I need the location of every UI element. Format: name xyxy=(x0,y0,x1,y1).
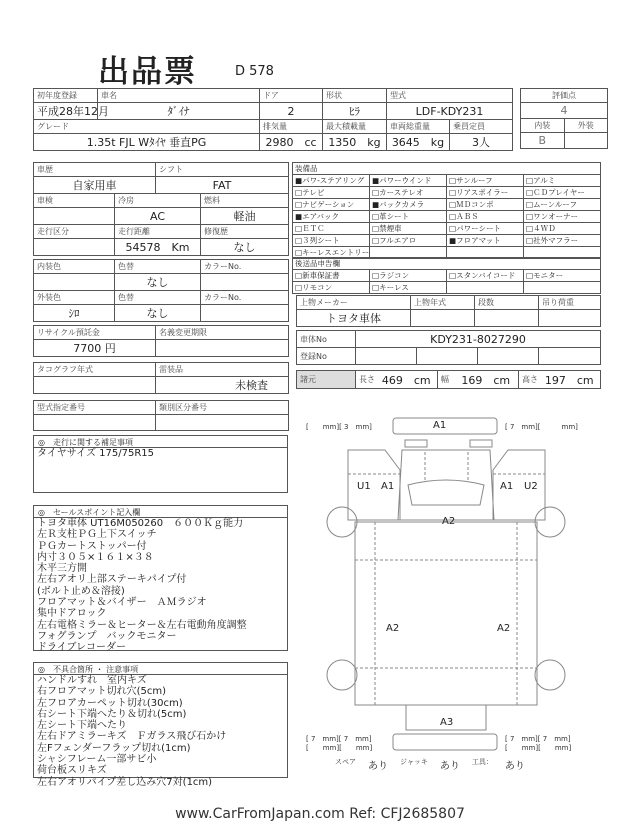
equipment-label: 禁煙車 xyxy=(379,224,402,233)
exterior-color-change: なし xyxy=(115,305,201,322)
label: 車体No xyxy=(297,331,356,348)
tread-rear-left-2: [ mm][ mm] xyxy=(306,744,373,752)
equipment-label: ムーンルーフ xyxy=(533,200,578,209)
accessories-row xyxy=(335,757,525,772)
page-title: 出品票 xyxy=(98,54,197,90)
width: 169 cm xyxy=(454,371,519,389)
height: 197 cm xyxy=(539,371,601,389)
unchecked-box-icon: □ xyxy=(526,212,534,221)
section-header: ◎ 不具合箇所 ・ 注意事項 xyxy=(34,663,287,675)
label: 車歴 xyxy=(34,163,156,177)
damage-mark: U2 xyxy=(524,481,538,492)
label: 雷装品 xyxy=(156,363,289,377)
damage-mark: A1 xyxy=(433,420,447,431)
note-line: (ボルト止め＆溶接) xyxy=(37,585,125,597)
tread-rear-right-2: [ mm][ mm] xyxy=(505,744,572,752)
rating-score: 4 xyxy=(521,103,608,119)
label: 名義変更期限 xyxy=(156,326,289,340)
note-line: ドライブレコーダー xyxy=(37,642,126,654)
damage-mark: A3 xyxy=(440,717,454,728)
label: 高さ xyxy=(519,371,539,389)
equipment-label: キーレスエントリー xyxy=(302,248,370,257)
equipment-label: アルミ xyxy=(533,176,556,185)
label: 車名 xyxy=(98,89,260,103)
label: 吊り荷重 xyxy=(539,296,601,310)
grade: 1.35t FJL Wﾀｲﾔ 垂直PG xyxy=(34,134,260,151)
equipment-label: フロアマット xyxy=(456,236,501,245)
equipment-label: ワンオーナー xyxy=(533,212,579,221)
equipment-label: バックカメラ xyxy=(379,200,425,209)
equipment-label: ＣＤプレイヤー xyxy=(533,188,585,197)
rear-bar xyxy=(393,734,497,750)
label: 走行距離 xyxy=(115,225,201,239)
equipment-label: サンルーフ xyxy=(456,176,493,185)
note-line: 左右ドアミラーキズ Ｆガラス飛び石かけ xyxy=(37,731,227,743)
label: 内装 xyxy=(521,119,565,133)
checked-box-icon: ■ xyxy=(372,200,380,209)
label: スペア xyxy=(335,758,356,766)
label: 冷房 xyxy=(115,194,201,208)
label: 幅 xyxy=(438,371,454,389)
car-name: ﾀﾞｲﾅ xyxy=(98,103,260,120)
note-line: 左右アオリパイプ差し込み穴7対(1cm) xyxy=(37,776,213,788)
body-shape: ﾋﾗ xyxy=(323,103,387,120)
equipment-label: ３列シート xyxy=(302,236,340,245)
label: 燃料 xyxy=(201,194,289,208)
note-line: 荷台板スリキズ xyxy=(37,765,107,777)
note-line: 集中ドアロック xyxy=(37,608,107,620)
equipment-label: リモコン xyxy=(302,283,333,292)
unchecked-box-icon: □ xyxy=(526,176,534,185)
headlight-left xyxy=(405,440,427,447)
unchecked-box-icon: □ xyxy=(295,200,303,209)
unchecked-box-icon: □ xyxy=(295,248,303,257)
lot-number: D 578 xyxy=(235,64,274,79)
note-line: 左Fフェンダーフラップ切れ(1cm) xyxy=(37,742,191,754)
label: 型式指定番号 xyxy=(34,401,156,415)
note-line: 左右電格ミラー＆ヒーター＆左右電動角度調整 xyxy=(37,619,247,631)
checked-box-icon: ■ xyxy=(372,176,380,185)
label: ジャッキ xyxy=(400,758,428,766)
unchecked-box-icon: □ xyxy=(449,200,457,209)
tool-value: あり xyxy=(504,761,525,772)
unchecked-box-icon: □ xyxy=(295,224,303,233)
label: 外装色 xyxy=(34,291,115,305)
label: 登録No xyxy=(297,348,356,365)
note-line: ハンドルすれ 室内キズ xyxy=(37,675,147,686)
equipment-label: ＡＢＳ xyxy=(456,212,479,221)
label: シフト xyxy=(156,163,289,177)
section-header: ◎ 走行に関する補足事項 xyxy=(34,436,287,448)
unchecked-box-icon: □ xyxy=(449,212,457,221)
gross-weight: 3645 kg xyxy=(387,134,450,151)
damage-mark: A1 xyxy=(500,481,514,492)
headlight-right xyxy=(470,440,492,447)
unchecked-box-icon: □ xyxy=(372,271,380,280)
note-line: 内寸３０５×１６１×３８ xyxy=(37,551,154,563)
note-line: 右フロアマット切れ穴(5cm) xyxy=(37,686,167,698)
unchecked-box-icon: □ xyxy=(295,271,303,280)
note-line: 左Ｒ支柱ＰＧ上下スイッチ xyxy=(37,529,157,541)
unchecked-box-icon: □ xyxy=(295,188,303,197)
unchecked-box-icon: □ xyxy=(372,212,380,221)
unchecked-box-icon: □ xyxy=(372,224,380,233)
equipment-label: ラジコン xyxy=(379,271,410,280)
equipment-label: リアスポイラー xyxy=(456,188,509,197)
wheel-front-left xyxy=(327,507,357,537)
watermark-footer: www.CarFromJapan.com Ref: CFJ2685807 xyxy=(175,806,465,822)
tread-front-right: [ 7 mm][ mm] xyxy=(505,423,578,431)
section-header: 後送品申告欄 xyxy=(293,258,601,270)
label: 乗員定員 xyxy=(450,120,513,134)
label: リサイクル預託金 xyxy=(34,326,156,340)
unchecked-box-icon: □ xyxy=(449,224,457,233)
label: 工具： xyxy=(471,758,493,766)
equipment-label: モニター xyxy=(533,271,564,280)
unchecked-box-icon: □ xyxy=(449,176,457,185)
unchecked-box-icon: □ xyxy=(526,224,534,233)
equipment-label: 社外マフラー xyxy=(533,236,579,245)
damage-mark: A2 xyxy=(386,623,400,634)
label: 排気量 xyxy=(260,120,323,134)
interior-color-change: なし xyxy=(115,274,201,291)
unchecked-box-icon: □ xyxy=(526,200,534,209)
usage: 自家用車 xyxy=(34,177,156,194)
label: タコグラフ年式 xyxy=(34,363,156,377)
checked-box-icon: ■ xyxy=(449,236,457,245)
label: カラーNo. xyxy=(201,260,289,274)
wheel-rear-right xyxy=(535,660,565,690)
equipment-label: ４ＷＤ xyxy=(533,224,556,233)
wheel-rear-left xyxy=(327,660,357,690)
unchecked-box-icon: □ xyxy=(449,271,457,280)
equipment-label: キーレス xyxy=(379,283,409,292)
equipment-label: ナビゲーション xyxy=(302,200,355,209)
label: 諸元 xyxy=(297,371,356,389)
unchecked-box-icon: □ xyxy=(295,236,303,245)
equipment-label: 革シート xyxy=(379,212,410,221)
chassis-number: KDY231-8027290 xyxy=(356,331,601,348)
label: 初年度登録 xyxy=(34,89,98,103)
equipment-label: 新車保証書 xyxy=(302,271,340,280)
label: カラーNo. xyxy=(201,291,289,305)
label: 段数 xyxy=(475,296,539,310)
damage-mark: A1 xyxy=(381,481,395,492)
label: 類別区分番号 xyxy=(156,401,289,415)
note-line: 右シート下端へたり＆切れ(5cm) xyxy=(37,708,187,720)
label: ドア xyxy=(260,89,323,103)
mileage: 54578 Km xyxy=(115,239,201,256)
equipment-label: テレビ xyxy=(302,188,325,197)
label: 形状 xyxy=(323,89,387,103)
capacity: 3人 xyxy=(450,134,513,151)
recycle-fee: 7700 円 xyxy=(34,340,156,357)
label: 車両総重量 xyxy=(387,120,450,134)
ac: AC xyxy=(115,208,201,225)
displacement: 2980 cc xyxy=(260,134,323,151)
section-header: 装備品 xyxy=(293,163,601,175)
note-line: シャシフレーム一部サビ小 xyxy=(37,754,157,766)
shift: FAT xyxy=(156,177,289,194)
label: 色替 xyxy=(115,260,201,274)
equipment-label: ＭＤコンポ xyxy=(456,200,494,209)
tread-front-left: [ mm][ 3 mm] xyxy=(306,423,372,431)
note-line: ＰＧカートストッパー付 xyxy=(37,540,147,552)
equipment-label: パワーシート xyxy=(456,224,501,233)
unchecked-box-icon: □ xyxy=(449,188,457,197)
first-registration: 平成28年12月 xyxy=(34,103,98,120)
fuel: 軽油 xyxy=(201,208,289,225)
windshield xyxy=(408,480,484,505)
note-line: フロアマット＆バイザー ＡＭラジオ xyxy=(37,597,207,609)
note-line: 左右アオリ上部ステーキパイプ付 xyxy=(37,574,187,586)
cab-outline xyxy=(398,450,494,520)
note-line: 木平三方開 xyxy=(37,563,87,575)
label: 外装 xyxy=(564,119,608,133)
damage-mark: U1 xyxy=(357,481,371,492)
damage-mark: A2 xyxy=(442,516,456,527)
damage-mark: A2 xyxy=(497,623,511,634)
label: 車検 xyxy=(34,194,115,208)
label: 走行区分 xyxy=(34,225,115,239)
electrical-items: 未検査 xyxy=(156,377,289,394)
label: 内装色 xyxy=(34,260,115,274)
model-code: LDF-KDY231 xyxy=(387,103,513,120)
repair-history: なし xyxy=(201,239,289,256)
cargo-bed xyxy=(355,522,537,705)
note-line: 左フロアカーペット切れ(30cm) xyxy=(37,697,183,709)
equipment-label: エアバック xyxy=(302,212,339,221)
tread-rear-left: [ 7 mm][ 7 mm] xyxy=(306,735,372,743)
spare-value: あり xyxy=(368,761,388,772)
equipment-label: スタンバイコード xyxy=(456,271,516,280)
body-maker: トヨタ車体 xyxy=(297,310,411,327)
doors: 2 xyxy=(260,103,323,120)
unchecked-box-icon: □ xyxy=(372,283,380,292)
section-header: ◎ セールスポイント記入欄 xyxy=(34,506,287,518)
label: 修復歴 xyxy=(201,225,289,239)
checked-box-icon: ■ xyxy=(295,212,303,221)
unchecked-box-icon: □ xyxy=(526,271,534,280)
wheel-front-right xyxy=(535,507,565,537)
length: 469 cm xyxy=(376,371,438,389)
equipment-label: パワ-ステアリング xyxy=(302,176,365,185)
equipment-label: ＥＴＣ xyxy=(302,224,325,233)
note-line: タイヤサイズ 175/75R15 xyxy=(37,448,155,459)
label: 評価点 xyxy=(521,89,608,103)
note-line: フォグランプ バックモニター xyxy=(37,630,177,642)
label: グレード xyxy=(34,120,260,134)
unchecked-box-icon: □ xyxy=(372,236,380,245)
label: 型式 xyxy=(387,89,513,103)
exterior-color: ｼﾛ xyxy=(34,305,115,322)
label: 上物メーカー xyxy=(297,296,411,310)
label: 長さ xyxy=(356,371,376,389)
equipment-label: カーステレオ xyxy=(379,188,424,197)
equipment-label: パワーウインド xyxy=(379,176,432,185)
label: 上物年式 xyxy=(411,296,475,310)
checked-box-icon: ■ xyxy=(295,176,303,185)
unchecked-box-icon: □ xyxy=(372,188,380,197)
tread-rear-right: [ 7 mm][ 7 mm] xyxy=(505,735,571,743)
max-load: 1350 kg xyxy=(323,134,387,151)
unchecked-box-icon: □ xyxy=(526,236,534,245)
unchecked-box-icon: □ xyxy=(526,188,534,197)
note-line: 左シート下端へたり xyxy=(37,720,127,732)
label: 色替 xyxy=(115,291,201,305)
jack-value: あり xyxy=(439,761,460,772)
unchecked-box-icon: □ xyxy=(295,283,303,292)
note-line: トヨタ車体 UT16M050260 ６００Ｋｇ能力 xyxy=(37,518,244,529)
equipment-label: フルエアロ xyxy=(379,236,417,245)
interior-grade: B xyxy=(521,133,565,149)
label: 最大積載量 xyxy=(323,120,387,134)
